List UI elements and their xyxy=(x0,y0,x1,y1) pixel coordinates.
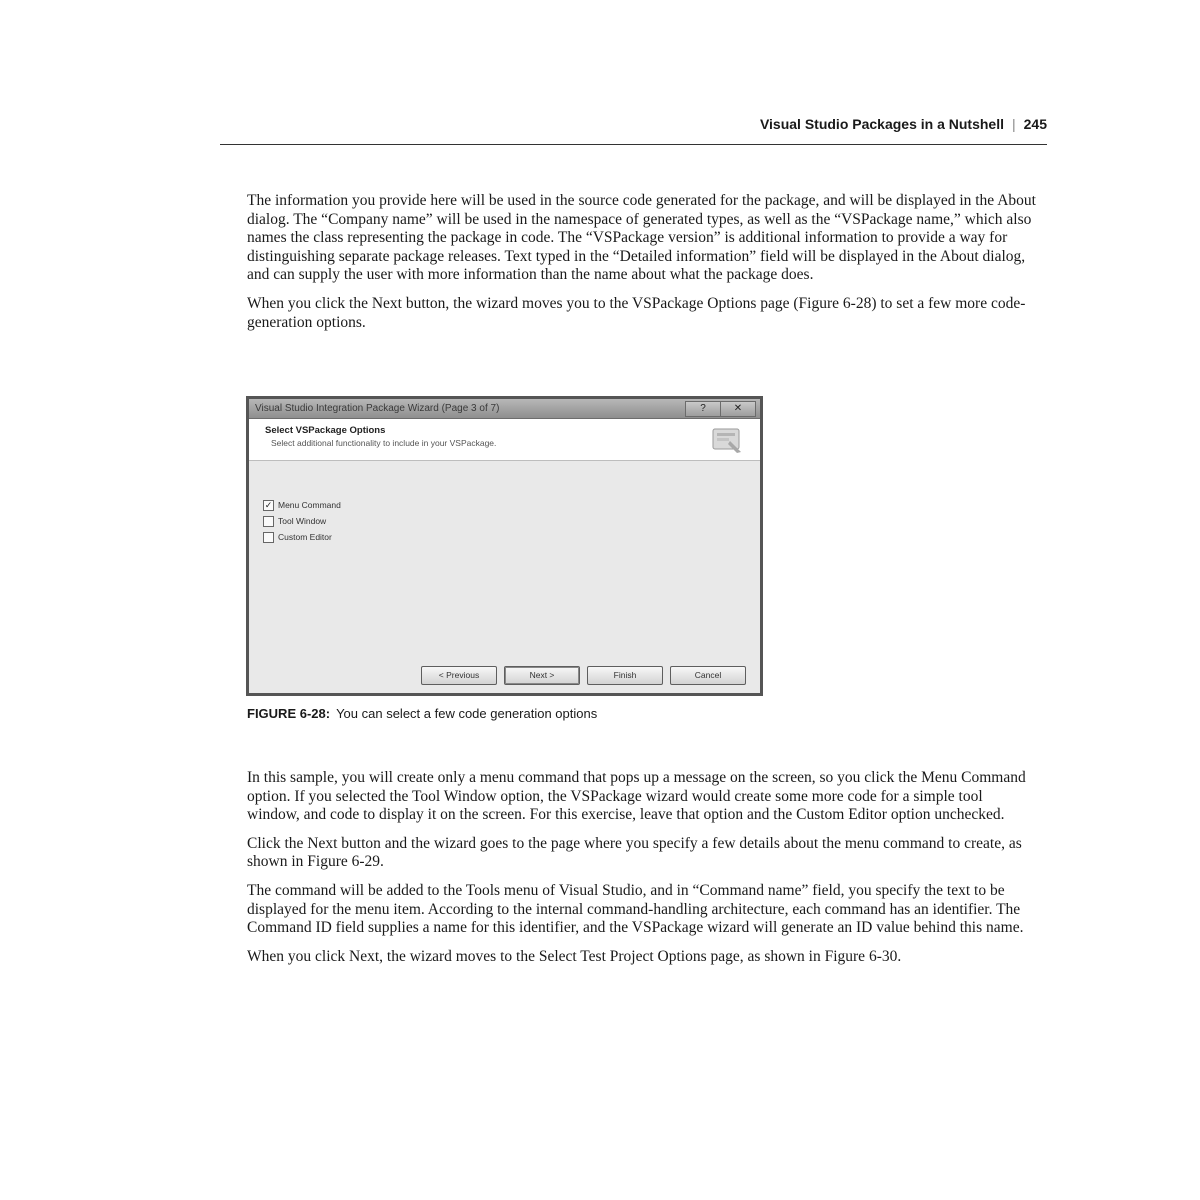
menu-command-checkbox[interactable]: ✓ xyxy=(264,499,273,510)
header-separator: | xyxy=(1012,116,1016,132)
next-button[interactable]: Next > xyxy=(504,666,580,685)
wizard-page-heading: Select VSPackage Options xyxy=(265,425,386,436)
figure-label: FIGURE 6-28: xyxy=(247,706,331,721)
running-header xyxy=(220,114,1047,145)
options-list xyxy=(249,461,760,545)
wizard-titlebar xyxy=(249,399,760,419)
option-custom-editor[interactable] xyxy=(263,529,760,545)
tool-window-checkbox[interactable] xyxy=(263,516,274,527)
body-text-top xyxy=(247,192,1037,342)
previous-button[interactable]: < Previous xyxy=(421,666,497,685)
option-label: Menu Command xyxy=(278,500,341,510)
paragraph: When you click the Next button, the wizard moves you to the VSPackage Options page (Figure 6-28) to set a few more code-generation options. xyxy=(247,294,1026,331)
custom-editor-checkbox[interactable] xyxy=(263,532,274,543)
running-title: Visual Studio Packages in a Nutshell xyxy=(759,116,1004,132)
wizard-button-row xyxy=(421,666,746,685)
wizard-banner-icon xyxy=(710,425,744,455)
paragraph: The command will be added to the Tools menu of Visual Studio, and in “Command name” field, you specify the text to be displayed for the menu item. According to the internal command-handling architecture, each command has an identifier. The Command ID field supplies a name for this identifier, and the VSPackage wizard will generate an ID value behind this name. xyxy=(247,881,1024,937)
help-button[interactable]: ? xyxy=(685,401,721,417)
option-menu-command[interactable] xyxy=(263,497,760,513)
paragraph: In this sample, you will create only a menu command that pops up a message on the screen, so you click the Menu Command option. If you selected the Tool Window option, the VSPackage wizard would create some more code for a simple tool window, and code to display it on the screen. For this exercise, leave that option and the Custom Editor option unchecked. xyxy=(247,769,1026,824)
paragraph: The information you provide here will be used in the source code generated for the package, and will be displayed in the About dialog. The “Company name” will be used in the namespace of generated types, as well as the “VSPackage name,” which also names the class representing the package in code. The “VSPackage version” is additional information to provide a way for distinguishing separate package releases. Text typed in the “Detailed information” field will be displayed in the About dialog, and can supply the user with more information than the name about what the package does. xyxy=(247,192,1036,284)
figure-caption-text: You can select a few code generation options xyxy=(336,706,598,721)
figure-caption xyxy=(247,706,597,722)
wizard-page-subheading: Select additional functionality to include in your VSPackage. xyxy=(271,438,497,448)
wizard-header-panel xyxy=(249,419,760,461)
paragraph: Click the Next button and the wizard goes to the page where you specify a few details about the menu command to create, as shown in Figure 6-29. xyxy=(247,834,1022,871)
option-tool-window[interactable] xyxy=(263,513,760,529)
finish-button[interactable]: Finish xyxy=(587,666,663,685)
wizard-screenshot xyxy=(246,396,763,696)
window-controls xyxy=(685,401,756,415)
paragraph: When you click Next, the wizard moves to the Select Test Project Options page, as shown in Figure 6-30. xyxy=(247,947,902,965)
cancel-button[interactable]: Cancel xyxy=(670,666,746,685)
option-label: Tool Window xyxy=(278,516,327,526)
wizard-window-title: Visual Studio Integration Package Wizard (Page 3 of 7) xyxy=(255,403,500,414)
option-label: Custom Editor xyxy=(278,532,332,542)
close-button[interactable]: ✕ xyxy=(720,401,756,417)
body-text-bottom xyxy=(247,769,1037,976)
page-number: 245 xyxy=(1023,116,1047,132)
